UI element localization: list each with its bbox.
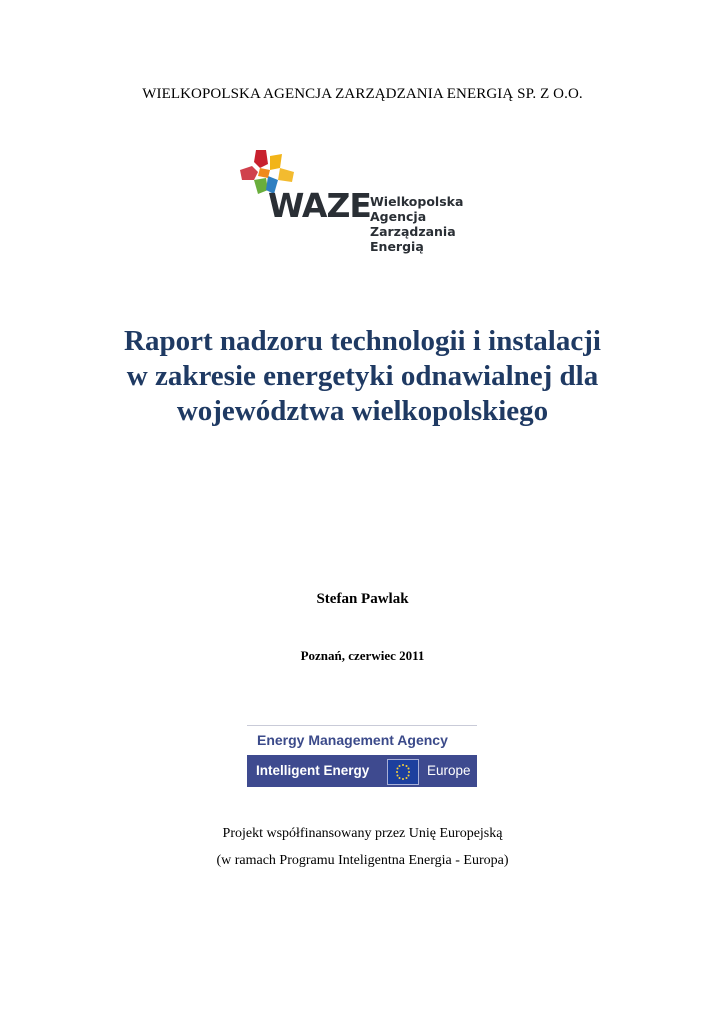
energy-management-agency-logo bbox=[247, 725, 477, 787]
waze-wordmark: WAZE bbox=[268, 186, 371, 225]
waze-subtitle bbox=[370, 194, 490, 254]
waze-subtitle-line1: Wielkopolska Agencja bbox=[370, 194, 464, 224]
title-line1: Raport nadzoru technologii i instalacji bbox=[124, 325, 601, 357]
waze-logo bbox=[240, 150, 490, 254]
document-title bbox=[60, 324, 665, 429]
cofinancing-note: Projekt współfinansowany przez Unię Europejską bbox=[222, 826, 503, 841]
waze-subtitle-line2: Zarządzania Energią bbox=[370, 224, 456, 254]
place-and-date: Poznań, czerwiec 2011 bbox=[300, 648, 425, 663]
ema-bottom-band bbox=[247, 755, 477, 787]
programme-note: (w ramach Programu Inteligentna Energia - Europa) bbox=[216, 853, 509, 868]
organization-header: WIELKOPOLSKA AGENCJA ZARZĄDZANIA ENERGIĄ SP. Z O.O. bbox=[142, 86, 583, 102]
title-line3: województwa wielkopolskiego bbox=[176, 395, 549, 427]
ema-europe-text: Europe bbox=[427, 763, 471, 778]
title-line2: w zakresie energetyki odnawialnej dla bbox=[126, 360, 599, 392]
ema-agency-name: Energy Management Agency bbox=[257, 732, 448, 748]
ema-intelligent-energy-text: Intelligent Energy bbox=[256, 763, 370, 778]
author-name: Stefan Pawlak bbox=[316, 591, 409, 607]
ema-top-band bbox=[247, 725, 477, 755]
eu-flag-icon bbox=[387, 759, 419, 785]
